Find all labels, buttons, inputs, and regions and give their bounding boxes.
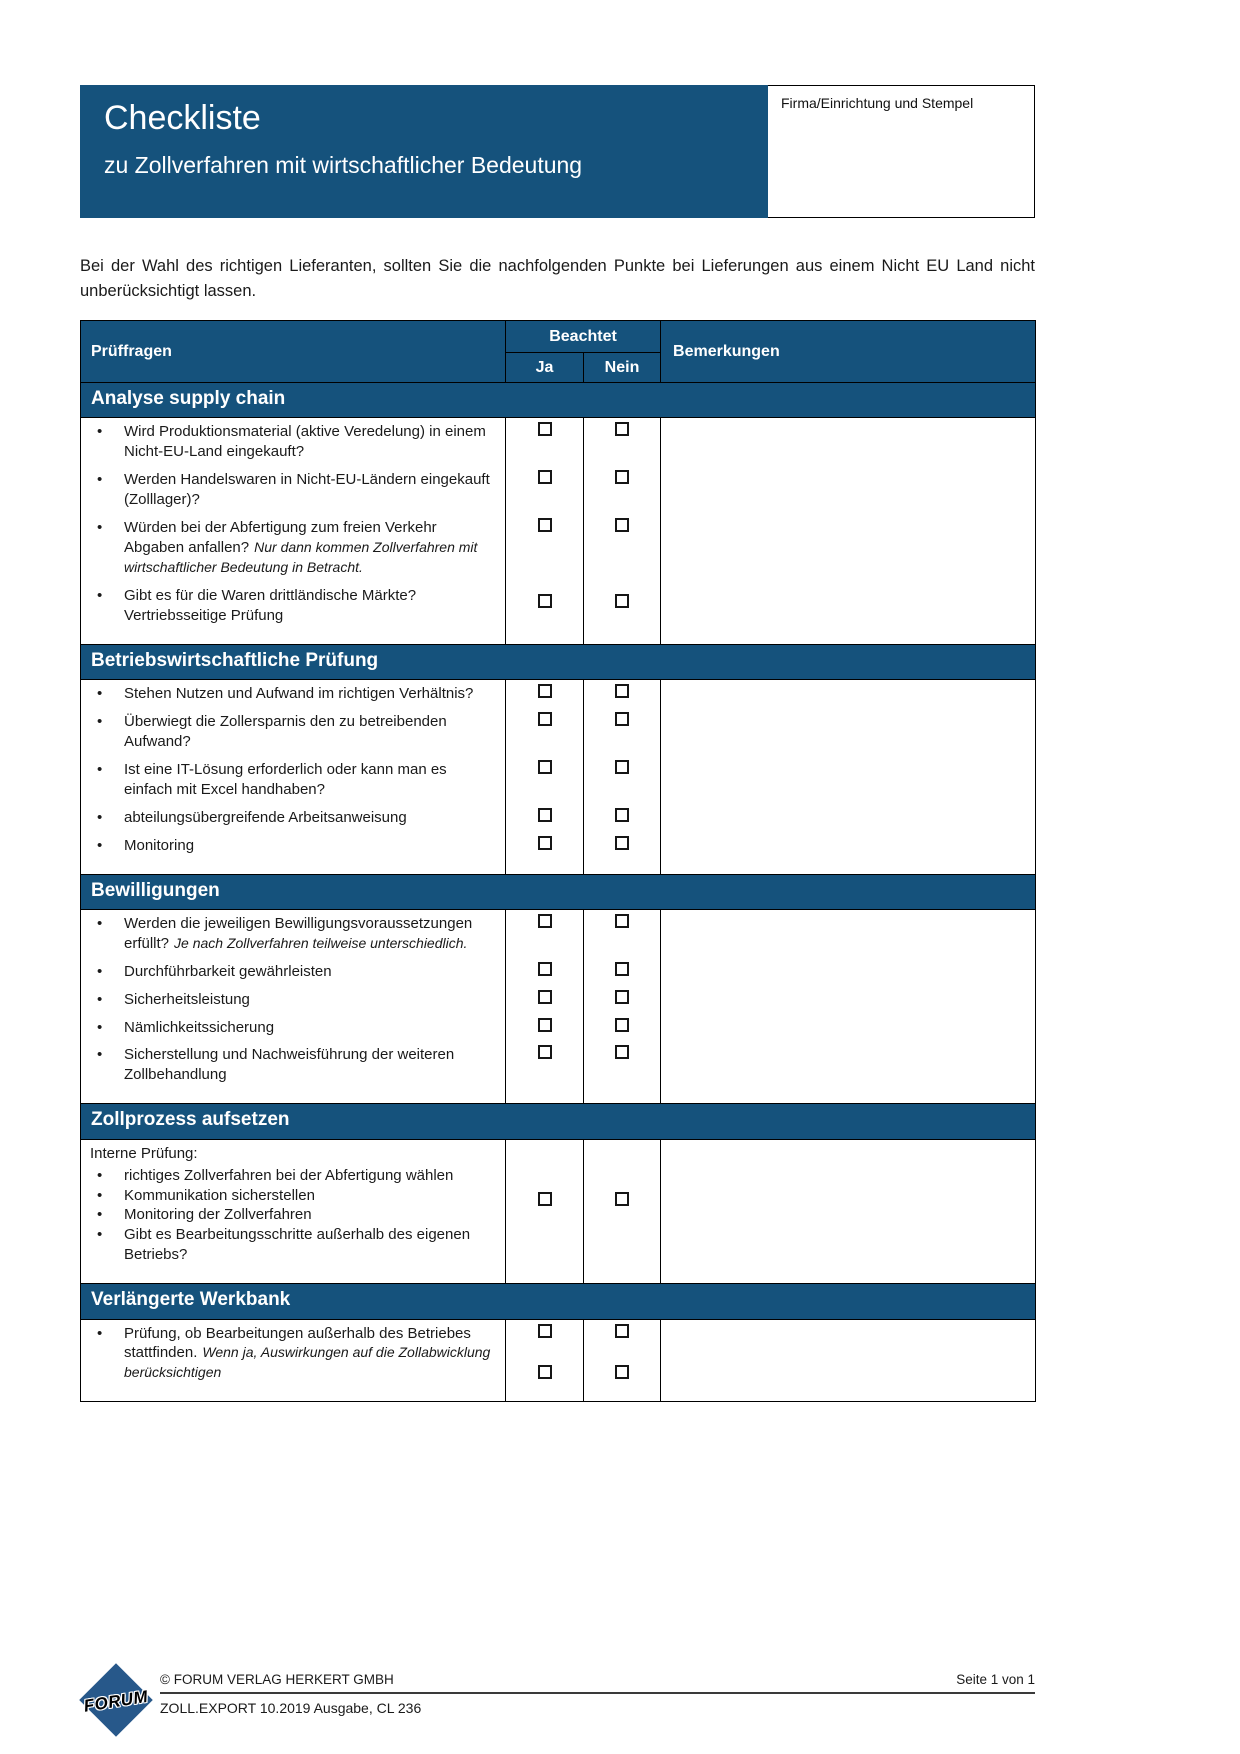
section-betriebswirtschaftliche-pruefung: [81, 644, 1036, 874]
title-box: [80, 85, 768, 218]
ja-checkbox[interactable]: [538, 836, 552, 850]
table-row: [81, 804, 1036, 832]
question-text: [124, 518, 497, 578]
remarks-cell[interactable]: [661, 756, 1036, 804]
ja-checkbox[interactable]: [538, 470, 552, 484]
table-row: [81, 1319, 1036, 1402]
remarks-cell[interactable]: [661, 804, 1036, 832]
bullet-icon: [82, 684, 124, 704]
stamp-label: Firma/Einrichtung und Stempel: [781, 95, 974, 111]
question-main: Kommunikation sicherstellen: [124, 1186, 315, 1204]
stamp-box[interactable]: [768, 85, 1035, 218]
question-text: [124, 684, 497, 704]
bullet-icon: [82, 586, 124, 626]
nein-checkbox[interactable]: [615, 808, 629, 822]
question-text: [124, 1018, 497, 1038]
question-main: richtiges Zollverfahren bei der Abfertigung wählen: [124, 1166, 454, 1184]
remarks-cell[interactable]: [661, 958, 1036, 986]
question-main: Ist eine IT-Lösung erforderlich oder kann man es einfach mit Excel handhaben?: [124, 760, 447, 798]
nein-checkbox[interactable]: [615, 962, 629, 976]
table-row: [81, 679, 1036, 707]
ja-checkbox[interactable]: [538, 1324, 552, 1338]
table-row: [81, 1139, 1036, 1284]
ja-checkbox[interactable]: [538, 1192, 552, 1206]
ja-checkbox[interactable]: [538, 808, 552, 822]
section-title: Betriebswirtschaftliche Prüfung: [81, 644, 1036, 679]
question-main: Monitoring: [124, 836, 195, 854]
nein-checkbox[interactable]: [615, 1365, 629, 1379]
remarks-cell[interactable]: [661, 1139, 1036, 1284]
question-main: Monitoring der Zollverfahren: [124, 1206, 312, 1224]
question-text: [124, 712, 497, 752]
question-main: Sicherheitsleistung: [124, 990, 250, 1008]
remarks-cell[interactable]: [661, 418, 1036, 466]
ja-checkbox[interactable]: [538, 422, 552, 436]
section-zollprozess-aufsetzen: [81, 1104, 1036, 1284]
ja-checkbox[interactable]: [538, 914, 552, 928]
column-header-prueffragen: Prüffragen: [81, 321, 506, 383]
question-main: Würden bei der Abfertigung zum freien Verkehr Abgaben anfallen?: [124, 519, 437, 556]
question-main: Gibt es Bearbeitungsschritte außerhalb des eigenen Betriebs?: [124, 1226, 471, 1264]
bullet-icon: [82, 470, 124, 510]
table-row: [81, 1014, 1036, 1042]
remarks-cell[interactable]: [661, 1041, 1036, 1103]
question-main: Sicherstellung und Nachweisführung der weiteren Zollbehandlung: [124, 1046, 455, 1084]
section-band: [81, 874, 1036, 909]
section-title: Zollprozess aufsetzen: [81, 1104, 1036, 1139]
section-title: Bewilligungen: [81, 874, 1036, 909]
bullet-icon: [82, 962, 124, 982]
nein-checkbox[interactable]: [615, 1045, 629, 1059]
ja-checkbox[interactable]: [538, 760, 552, 774]
section-band: [81, 383, 1036, 418]
question-text: [124, 1045, 497, 1085]
nein-checkbox[interactable]: [615, 1192, 629, 1206]
question-text: [124, 1225, 497, 1265]
column-header-ja: Ja: [506, 353, 584, 383]
bullet-icon: [82, 836, 124, 856]
intro-paragraph: Bei der Wahl des richtigen Lieferanten, sollten Sie die nachfolgenden Punkte bei Lieferungen aus einem Nicht EU Land nicht unberücksichtigt lassen.: [80, 257, 1035, 300]
question-main: Werden die jeweiligen Bewilligungsvoraussetzungen erfüllt?: [124, 914, 473, 952]
ja-checkbox[interactable]: [538, 1018, 552, 1032]
question-text: [124, 962, 497, 982]
section-title: Verlängerte Werkbank: [81, 1284, 1036, 1319]
table-row: [81, 756, 1036, 804]
remarks-cell[interactable]: [661, 832, 1036, 874]
ja-checkbox[interactable]: [538, 990, 552, 1004]
section-analyse-supply-chain: [81, 383, 1036, 645]
nein-checkbox[interactable]: [615, 518, 629, 532]
question-text: [124, 1166, 497, 1186]
table-row: [81, 418, 1036, 466]
section-title: Analyse supply chain: [81, 383, 1036, 418]
question-note: Nur dann kommen Zollverfahren mit wirtschaftlicher Bedeutung in Betracht.: [124, 538, 478, 575]
section-band: [81, 644, 1036, 679]
question-note: Wenn ja, Auswirkungen auf die Zollabwicklung berücksichtigen: [124, 1344, 491, 1381]
remarks-cell[interactable]: [661, 708, 1036, 756]
nein-checkbox[interactable]: [615, 990, 629, 1004]
footer-copyright: © FORUM VERLAG HERKERT GMBH: [160, 1672, 394, 1687]
document-footer: [80, 1660, 1035, 1746]
table-row: [81, 958, 1036, 986]
table-row: [81, 986, 1036, 1014]
question-text: [124, 990, 497, 1010]
bullet-icon: [82, 1045, 124, 1085]
bullet-icon: [82, 1205, 124, 1225]
ja-checkbox[interactable]: [538, 594, 552, 608]
section-intro: Interne Prüfung:: [90, 1144, 198, 1162]
section-bewilligungen: [81, 874, 1036, 1104]
question-note: Je nach Zollverfahren teilweise unterschiedlich.: [174, 934, 468, 951]
column-header-beachtet: Beachtet: [506, 321, 661, 353]
bullet-icon: [82, 422, 124, 462]
forum-logo: [80, 1660, 152, 1746]
table-row: [81, 832, 1036, 874]
question-text: [124, 1186, 497, 1206]
question-text: [124, 760, 497, 800]
nein-checkbox[interactable]: [615, 470, 629, 484]
section-band: [81, 1104, 1036, 1139]
nein-checkbox[interactable]: [615, 684, 629, 698]
logo-text: FORUM: [82, 1686, 150, 1716]
table-row: [81, 708, 1036, 756]
question-main: Überwiegt die Zollersparnis den zu betreibenden Aufwand?: [124, 712, 447, 750]
bullet-icon: [82, 518, 124, 578]
question-text: [124, 836, 497, 856]
checklist-table: [80, 320, 1036, 1402]
ja-checkbox[interactable]: [538, 684, 552, 698]
question-main: Nämlichkeitssicherung: [124, 1018, 275, 1036]
remarks-cell[interactable]: [661, 1014, 1036, 1042]
table-row: [81, 582, 1036, 644]
remarks-cell[interactable]: [661, 466, 1036, 514]
nein-checkbox[interactable]: [615, 760, 629, 774]
page-subtitle: zu Zollverfahren mit wirtschaftlicher Bedeutung: [104, 152, 583, 179]
ja-checkbox[interactable]: [538, 1045, 552, 1059]
question-main: Werden Handelswaren in Nicht-EU-Ländern eingekauft (Zolllager)?: [124, 471, 490, 509]
remarks-cell[interactable]: [661, 514, 1036, 582]
bullet-icon: [82, 1186, 124, 1206]
ja-checkbox[interactable]: [538, 1365, 552, 1379]
section-band: [81, 1284, 1036, 1319]
bullet-icon: [82, 712, 124, 752]
page-title: Checkliste: [104, 99, 261, 137]
bullet-icon: [82, 914, 124, 954]
remarks-cell[interactable]: [661, 679, 1036, 707]
table-row: [81, 909, 1036, 957]
remarks-cell[interactable]: [661, 1319, 1036, 1402]
ja-checkbox[interactable]: [538, 962, 552, 976]
table-row: [81, 514, 1036, 582]
question-text: [124, 1205, 497, 1225]
nein-checkbox[interactable]: [615, 712, 629, 726]
nein-checkbox[interactable]: [615, 422, 629, 436]
bullet-icon: [82, 1225, 124, 1265]
nein-checkbox[interactable]: [615, 594, 629, 608]
column-header-nein: Nein: [584, 353, 661, 383]
nein-checkbox[interactable]: [615, 1018, 629, 1032]
bullet-icon: [82, 808, 124, 828]
question-main: Wird Produktionsmaterial (aktive Veredelung) in einem Nicht-EU-Land eingekauft?: [124, 423, 486, 461]
table-row: [81, 1041, 1036, 1103]
question-text: [124, 808, 497, 828]
bullet-icon: [82, 1166, 124, 1186]
nein-checkbox[interactable]: [615, 1324, 629, 1338]
ja-checkbox[interactable]: [538, 518, 552, 532]
footer-page-info: Seite 1 von 1: [956, 1672, 1035, 1687]
question-text: [124, 586, 497, 626]
remarks-cell[interactable]: [661, 909, 1036, 957]
column-header-bemerkungen: Bemerkungen: [661, 321, 1036, 383]
table-row: [81, 466, 1036, 514]
question-text: [124, 422, 497, 462]
nein-checkbox[interactable]: [615, 836, 629, 850]
question-text: [124, 470, 497, 510]
document-header: [80, 85, 1035, 218]
bullet-icon: [82, 1018, 124, 1038]
section-verlaengerte-werkbank: [81, 1284, 1036, 1402]
question-main: Stehen Nutzen und Aufwand im richtigen Verhältnis?: [124, 684, 474, 702]
ja-checkbox[interactable]: [538, 712, 552, 726]
bullet-icon: [82, 990, 124, 1010]
question-main: Gibt es für die Waren drittländische Märkte? Vertriebsseitige Prüfung: [124, 586, 417, 624]
question-main: abteilungsübergreifende Arbeitsanweisung: [124, 808, 407, 826]
nein-checkbox[interactable]: [615, 914, 629, 928]
bullet-icon: [82, 760, 124, 800]
question-main: Durchführbarkeit gewährleisten: [124, 962, 332, 980]
bullet-icon: [82, 1324, 124, 1384]
remarks-cell[interactable]: [661, 986, 1036, 1014]
remarks-cell[interactable]: [661, 582, 1036, 644]
footer-edition: ZOLL.EXPORT 10.2019 Ausgabe, CL 236: [160, 1700, 422, 1716]
question-main: Prüfung, ob Bearbeitungen außerhalb des Betriebes stattfinden.: [124, 1324, 471, 1362]
question-text: [124, 1324, 497, 1384]
question-text: [124, 914, 497, 954]
